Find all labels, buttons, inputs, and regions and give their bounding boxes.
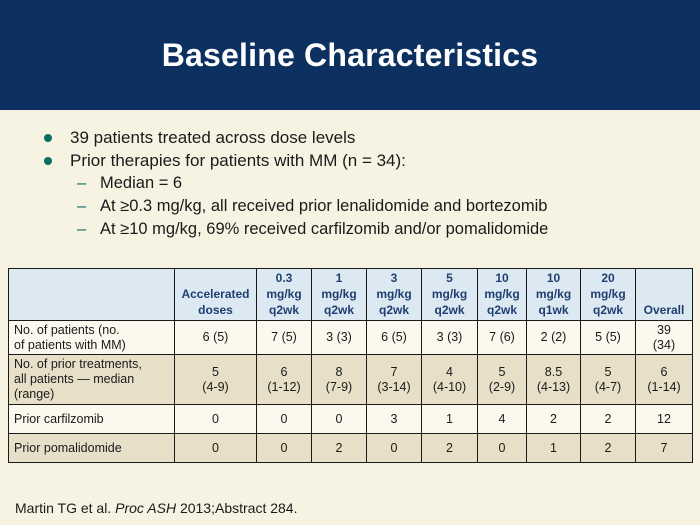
table-cell: 3 (3) [422, 321, 478, 355]
table-cell: 6 (5) [367, 321, 422, 355]
table-row [9, 355, 693, 405]
table-cell: 0 [175, 434, 257, 463]
table-cell: 5 (4-7) [581, 355, 636, 405]
table-cell: 7 [636, 434, 693, 463]
table-cell: 7 (6) [478, 321, 527, 355]
table-cell: 5 (2-9) [478, 355, 527, 405]
bullet-list [40, 126, 680, 241]
slide-title: Baseline Characteristics [161, 36, 539, 73]
table-row [9, 405, 693, 434]
dash-icon: – [77, 220, 87, 238]
dash-icon: – [77, 174, 87, 192]
table-row [9, 434, 693, 463]
table-cell: 6 (5) [175, 321, 257, 355]
table-cell: 2 [581, 434, 636, 463]
table-cell: 3 (3) [312, 321, 367, 355]
header-5-q2wk: 5 mg/kg q2wk [422, 269, 478, 321]
table-cell: 2 [581, 405, 636, 434]
bullet-item: Prior therapies for patients with MM (n = 34): [40, 149, 680, 172]
table-cell: 12 [636, 405, 693, 434]
header-3-q2wk: 3 mg/kg q2wk [367, 269, 422, 321]
table-cell: 2 [527, 405, 581, 434]
table-cell: 7 (3-14) [367, 355, 422, 405]
header-10-q2wk: 10 mg/kg q2wk [478, 269, 527, 321]
sub-bullet-item: – At ≥10 mg/kg, 69% received carfilzomib and/or pomalidomide [40, 218, 680, 241]
bullet-item: 39 patients treated across dose levels [40, 126, 680, 149]
header-overall: Overall [636, 269, 693, 321]
table-cell: 5 (5) [581, 321, 636, 355]
header-20-q2wk: 20 mg/kg q2wk [581, 269, 636, 321]
sub-bullet-item: – At ≥0.3 mg/kg, all received prior lenalidomide and bortezomib [40, 195, 680, 218]
row-label: No. of prior treatments, all patients — median (range) [9, 355, 175, 405]
row-label: Prior pomalidomide [9, 434, 175, 463]
sub-bullet-item: – Median = 6 [40, 172, 680, 195]
table-cell: 4 [478, 405, 527, 434]
table-cell: 3 [367, 405, 422, 434]
table-cell: 1 [527, 434, 581, 463]
table-cell: 0 [478, 434, 527, 463]
table-cell: 6 (1-14) [636, 355, 693, 405]
table-header-row [9, 269, 693, 321]
table-cell: 8 (7-9) [312, 355, 367, 405]
baseline-table [8, 268, 693, 463]
title-banner [0, 0, 700, 110]
table-cell: 0 [257, 405, 312, 434]
table-cell: 5 (4-9) [175, 355, 257, 405]
table-cell: 2 [312, 434, 367, 463]
table-cell: 0 [175, 405, 257, 434]
table-cell: 8.5 (4-13) [527, 355, 581, 405]
table-cell: 0 [257, 434, 312, 463]
row-label: Prior carfilzomib [9, 405, 175, 434]
header-accelerated: Accelerated doses [175, 269, 257, 321]
table-row [9, 321, 693, 355]
dash-icon: – [77, 197, 87, 215]
table-cell: 0 [312, 405, 367, 434]
header-0.3-q2wk: 0.3 mg/kg q2wk [257, 269, 312, 321]
header-corner [9, 269, 175, 321]
citation: Martin TG et al. Proc ASH 2013;Abstract 284. [15, 500, 298, 516]
header-10-q1wk: 10 mg/kg q1wk [527, 269, 581, 321]
table-cell: 2 [422, 434, 478, 463]
table-cell: 1 [422, 405, 478, 434]
row-label: No. of patients (no. of patients with MM) [9, 321, 175, 355]
header-1-q2wk: 1 mg/kg q2wk [312, 269, 367, 321]
table-cell: 2 (2) [527, 321, 581, 355]
table-cell: 39 (34) [636, 321, 693, 355]
table-cell: 6 (1-12) [257, 355, 312, 405]
table-cell: 7 (5) [257, 321, 312, 355]
bullet-dot-icon [44, 157, 52, 165]
table-cell: 0 [367, 434, 422, 463]
bullet-dot-icon [44, 134, 52, 142]
table-cell: 4 (4-10) [422, 355, 478, 405]
